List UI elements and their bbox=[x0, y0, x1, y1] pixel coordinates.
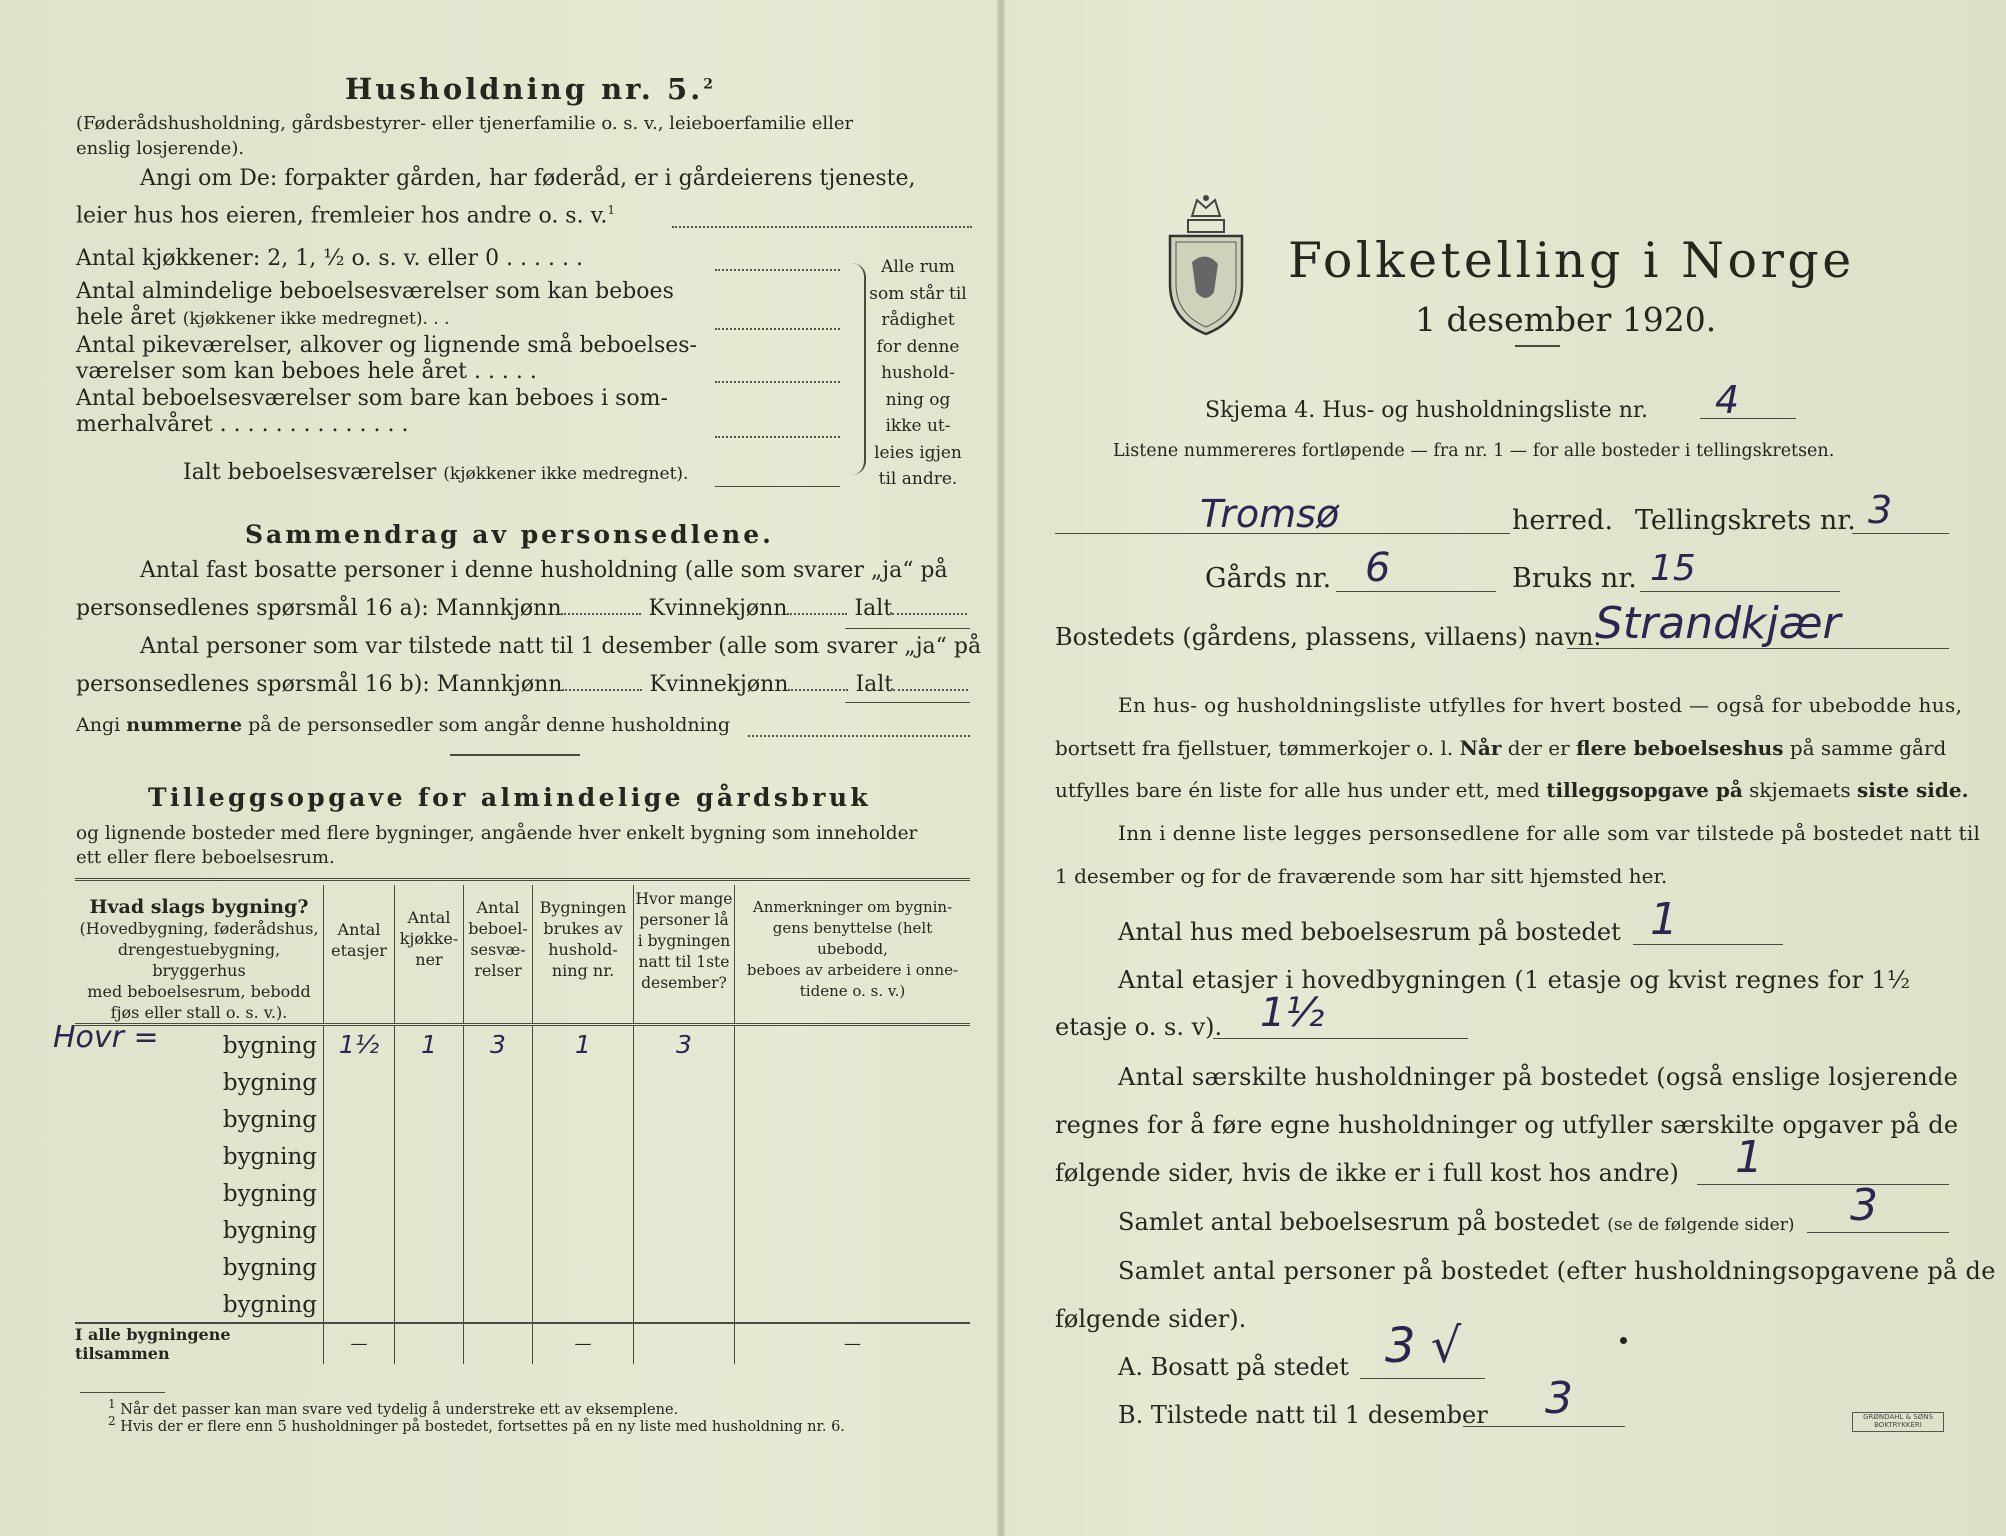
summary-separator bbox=[450, 754, 580, 756]
sommer-line-1: Antal beboelsesværelser som bare kan beboes i som- bbox=[76, 386, 668, 411]
gard-label: Gårds nr. bbox=[1205, 563, 1332, 594]
hush-line-3: følgende sider, hvis de ikke er i full kost hos andre) bbox=[1055, 1159, 1679, 1187]
row-cell[interactable] bbox=[324, 1063, 395, 1100]
household-subtitle-1: (Føderådshusholdning, gårdsbestyrer- eller tjenerfamilie o. s. v., leieboerfamilie eller bbox=[76, 113, 854, 134]
row1-husholdning[interactable]: 1 bbox=[533, 1025, 634, 1064]
alm-line-2: hele året (kjøkkener ikke medregnet). . . bbox=[76, 305, 450, 330]
row-cell[interactable] bbox=[735, 1174, 971, 1211]
bruk-label: Bruks nr. bbox=[1512, 563, 1637, 594]
brace bbox=[850, 263, 866, 475]
total-etasjer: — bbox=[324, 1323, 395, 1364]
row1-etasjer[interactable]: 1½ bbox=[324, 1025, 395, 1064]
census-date: 1 desember 1920. bbox=[1415, 300, 1717, 339]
row-cell[interactable] bbox=[533, 1211, 634, 1248]
pike-answer bbox=[715, 381, 840, 383]
row-cell[interactable] bbox=[464, 1100, 533, 1137]
row-cell[interactable] bbox=[533, 1285, 634, 1323]
skjema-number[interactable]: 4 bbox=[1715, 378, 1740, 422]
pers-line-2: følgende sider). bbox=[1055, 1305, 1247, 1333]
ink-dot bbox=[1620, 1337, 1627, 1344]
row-cell[interactable] bbox=[464, 1248, 533, 1285]
pike-line-1: Antal pikeværelser, alkover og lignende små beboelses- bbox=[76, 333, 697, 358]
col-personer: Hvor mange personer lå i bygningen natt til 1ste desember? bbox=[634, 885, 735, 1025]
row1-personer[interactable]: 3 bbox=[634, 1025, 735, 1064]
table-row bbox=[75, 1025, 970, 1064]
para-2: bortsett fra fjellstuer, tømmerkojer o. l. Når der er flere beboelseshus på samme gård bbox=[1055, 736, 1947, 760]
row-cell[interactable] bbox=[324, 1137, 395, 1174]
para-3: utfylles bare én liste for alle hus under ett, med tilleggsopgave på skjemaets siste side. bbox=[1055, 778, 1969, 802]
row-cell[interactable] bbox=[735, 1211, 971, 1248]
row-cell[interactable] bbox=[324, 1100, 395, 1137]
row-building-type[interactable]: bygning bbox=[222, 1292, 317, 1318]
bosted-name[interactable]: Strandkjær bbox=[1595, 598, 1841, 649]
kjokkener-label: Antal kjøkkener: 2, 1, ½ o. s. v. eller 0 . . . . . . bbox=[76, 246, 583, 271]
row-building-type[interactable]: bygning bbox=[222, 1181, 317, 1207]
tilstede-label: B. Tilstede natt til 1 desember bbox=[1118, 1401, 1488, 1429]
table-row bbox=[75, 1100, 970, 1137]
herred-name[interactable]: Tromsø bbox=[1200, 492, 1340, 536]
summary-2-underline bbox=[845, 702, 970, 703]
table-row bbox=[75, 1137, 970, 1174]
listene-note: Listene nummereres fortløpende — fra nr. 1 — for alle bosteder i tellingskretsen. bbox=[1113, 441, 1835, 461]
supplement-sub-2: ett eller flere beboelsesrum. bbox=[76, 847, 335, 868]
table-row bbox=[75, 1174, 970, 1211]
row-cell[interactable] bbox=[735, 1285, 971, 1323]
row-cell[interactable] bbox=[324, 1285, 395, 1323]
row-cell[interactable] bbox=[735, 1248, 971, 1285]
row1-vaerelser[interactable]: 3 bbox=[464, 1025, 533, 1064]
row-cell[interactable] bbox=[395, 1137, 464, 1174]
row1-kjokkener[interactable]: 1 bbox=[395, 1025, 464, 1064]
etasje-line-1: Antal etasjer i hovedbygningen (1 etasje og kvist regnes for 1½ bbox=[1118, 966, 1911, 994]
page-fold bbox=[997, 0, 1005, 1536]
row-cell[interactable] bbox=[464, 1211, 533, 1248]
kjokkener-answer bbox=[715, 269, 840, 271]
tilstede-answer-line bbox=[1463, 1426, 1625, 1427]
tilstede-number[interactable]: 3 bbox=[1545, 1373, 1573, 1424]
summary-1b: personsedlenes spørsmål 16 a): Mannkjønn Kvinnekjønn Ialt bbox=[76, 596, 967, 621]
bosatt-label: A. Bosatt på stedet bbox=[1118, 1353, 1349, 1381]
hush-line-1: Antal særskilte husholdninger på bostedet (også enslige losjerende bbox=[1118, 1063, 1959, 1091]
etasje-number[interactable]: 1½ bbox=[1260, 990, 1325, 1036]
row-cell[interactable] bbox=[324, 1211, 395, 1248]
table-row bbox=[75, 1211, 970, 1248]
date-underline bbox=[1515, 345, 1560, 347]
row1-handwritten-type: Hovr = bbox=[53, 1020, 159, 1055]
total-husholdning: — bbox=[533, 1323, 634, 1364]
bosatt-answer-line bbox=[1360, 1378, 1485, 1379]
row-cell[interactable] bbox=[324, 1174, 395, 1211]
table-top-rule bbox=[75, 878, 970, 881]
rum-answer-line bbox=[1807, 1232, 1949, 1233]
row-building-type[interactable]: Hovr = bygning bbox=[53, 1020, 317, 1059]
krets-number[interactable]: 3 bbox=[1868, 488, 1893, 532]
ialt-vaerelser-label: Ialt beboelsesværelser (kjøkkener ikke medregnet). bbox=[183, 460, 689, 485]
herred-label: herred. bbox=[1512, 505, 1614, 536]
bruk-number[interactable]: 15 bbox=[1650, 548, 1696, 589]
row-building-type[interactable]: bygning bbox=[222, 1070, 317, 1096]
etasje-answer-line bbox=[1213, 1038, 1468, 1039]
footnote-1: $^1$ Når det passer kan man svare ved tydelig å understreke ett av eksemplene. bbox=[108, 1397, 679, 1418]
row-cell[interactable] bbox=[533, 1248, 634, 1285]
rum-label: Samlet antal beboelsesrum på bostedet (se de følgende sider) bbox=[1118, 1208, 1795, 1236]
row-cell[interactable] bbox=[533, 1137, 634, 1174]
row-cell[interactable] bbox=[395, 1063, 464, 1100]
table-row bbox=[75, 1285, 970, 1323]
pers-line-1: Samlet antal personer på bostedet (efter husholdningsopgavene på de bbox=[1118, 1257, 1996, 1285]
krets-label: Tellingskrets nr. bbox=[1635, 505, 1856, 536]
etasje-line-2: etasje o. s. v). bbox=[1055, 1013, 1223, 1041]
numre-line: Angi nummerne på de personsedler som angår denne husholdning bbox=[76, 714, 731, 736]
footnote-rule bbox=[80, 1392, 165, 1393]
row-cell[interactable] bbox=[634, 1248, 735, 1285]
row-cell[interactable] bbox=[735, 1137, 971, 1174]
total-label: I alle bygningene tilsammen bbox=[75, 1323, 324, 1364]
row-cell[interactable] bbox=[395, 1285, 464, 1323]
summary-2a: Antal personer som var tilstede natt til 1 desember (alle som svarer „ja“ på bbox=[140, 634, 982, 659]
household-subtitle-2: enslig losjerende). bbox=[76, 138, 245, 159]
para-5: 1 desember og for de fraværende som har sitt hjemsted her. bbox=[1055, 864, 1668, 888]
row-cell[interactable] bbox=[464, 1174, 533, 1211]
row-cell[interactable] bbox=[735, 1063, 971, 1100]
row-cell[interactable] bbox=[735, 1100, 971, 1137]
household-title: Husholdning nr. 5.$^2$ bbox=[345, 72, 717, 106]
row-cell[interactable] bbox=[634, 1100, 735, 1137]
summary-1a: Antal fast bosatte personer i denne husholdning (alle som svarer „ja“ på bbox=[140, 558, 948, 583]
alm-answer bbox=[715, 328, 840, 330]
row-cell[interactable] bbox=[395, 1174, 464, 1211]
sommer-line-2: merhalvåret . . . . . . . . . . . . . . bbox=[76, 412, 409, 437]
numre-answer bbox=[748, 735, 970, 737]
supplement-title: Tilleggsopgave for almindelige gårdsbruk bbox=[148, 783, 872, 812]
angi-answer-line bbox=[672, 226, 972, 228]
row1-anmerkninger[interactable] bbox=[735, 1025, 971, 1064]
table-header-row bbox=[75, 885, 970, 1025]
angi-line-2: leier hus hos eieren, fremleier hos andre o. s. v.$^1$ bbox=[76, 203, 616, 229]
table-row bbox=[75, 1063, 970, 1100]
hush-number[interactable]: 1 bbox=[1735, 1132, 1763, 1183]
hus-label: Antal hus med beboelsesrum på bostedet bbox=[1118, 918, 1621, 946]
table-row bbox=[75, 1248, 970, 1285]
row-cell[interactable] bbox=[634, 1137, 735, 1174]
row-building-type[interactable]: bygning bbox=[222, 1255, 317, 1281]
row-cell[interactable] bbox=[464, 1063, 533, 1100]
pike-line-2: værelser som kan beboes hele året . . . . . bbox=[76, 359, 537, 384]
row-cell[interactable] bbox=[533, 1063, 634, 1100]
row-cell[interactable] bbox=[395, 1248, 464, 1285]
alm-line-1: Antal almindelige beboelsesværelser som kan beboes bbox=[76, 279, 674, 304]
bosted-label: Bostedets (gårdens, plassens, villaens) navn: bbox=[1055, 623, 1602, 651]
summary-1-underline bbox=[845, 628, 970, 629]
row-cell[interactable] bbox=[324, 1248, 395, 1285]
coat-of-arms-icon bbox=[1162, 192, 1250, 338]
brace-note: Alle rum som står til rådighet for denne hushold- ning og ikke ut- leies igjen til andre. bbox=[869, 257, 967, 489]
building-table bbox=[53, 885, 970, 1364]
angi-line-1: Angi om De: forpakter gården, har føderåd, er i gårdeierens tjeneste, bbox=[140, 166, 916, 191]
col-anmerkninger: Anmerkninger om bygnin- gens benyttelse (helt ubebodd, beboes av arbeidere i onne- tidene o. s. v.) bbox=[735, 885, 971, 1025]
skjema-label: Skjema 4. Hus- og husholdningsliste nr. bbox=[1205, 398, 1648, 423]
row-building-type[interactable]: bygning bbox=[222, 1144, 317, 1170]
row-cell[interactable] bbox=[634, 1174, 735, 1211]
table-total-row bbox=[75, 1323, 970, 1364]
hush-answer-line bbox=[1697, 1184, 1949, 1185]
row-building-type[interactable]: bygning bbox=[222, 1107, 317, 1133]
para-4: Inn i denne liste legges personsedlene for alle som var tilstede på bostedet natt til bbox=[1118, 821, 1981, 845]
krets-answer-line bbox=[1852, 533, 1949, 534]
supplement-sub-1: og lignende bosteder med flere bygninger, angående hver enkelt bygning som inneholder bbox=[76, 823, 918, 844]
row-cell[interactable] bbox=[395, 1211, 464, 1248]
row-cell[interactable] bbox=[634, 1285, 735, 1323]
row-cell[interactable] bbox=[634, 1063, 735, 1100]
ialt-answer-line bbox=[715, 486, 840, 487]
hush-line-2: regnes for å føre egne husholdninger og utfyller særskilte opgaver på de bbox=[1055, 1111, 1959, 1139]
row-cell[interactable] bbox=[464, 1137, 533, 1174]
row-cell[interactable] bbox=[464, 1285, 533, 1323]
summary-title: Sammendrag av personsedlene. bbox=[245, 520, 774, 549]
col-kjokkener: Antal kjøkke- ner bbox=[395, 885, 464, 1025]
row-building-type[interactable]: bygning bbox=[222, 1218, 317, 1244]
row-cell[interactable] bbox=[395, 1100, 464, 1137]
total-vaerelser bbox=[464, 1323, 533, 1364]
gard-number[interactable]: 6 bbox=[1365, 545, 1391, 591]
col-husholdning: Bygningen brukes av hushold- ning nr. bbox=[533, 885, 634, 1025]
printer-stamp: GRØNDAHL & SØNS BOKTRYKKERI bbox=[1852, 1412, 1944, 1432]
col-building-type: Hvad slags bygning? (Hovedbygning, føderådshus, drengestuebygning, bryggerhus med beboelsesrum, bebodd fjøs eller stall o. s. v.). bbox=[75, 885, 324, 1025]
total-personer bbox=[634, 1323, 735, 1364]
main-title: Folketelling i Norge bbox=[1288, 232, 1855, 289]
total-anmerkninger: — bbox=[735, 1323, 971, 1364]
col-etasjer: Antal etasjer bbox=[324, 885, 395, 1025]
row-cell[interactable] bbox=[533, 1174, 634, 1211]
col-vaerelser: Antal beboel- sesvæ- relser bbox=[464, 885, 533, 1025]
bosatt-number[interactable]: 3 √ bbox=[1385, 1318, 1462, 1374]
footnote-2: $^2$ Hvis der er flere enn 5 husholdninger på bostedet, fortsettes på en ny liste med husholdning nr. 6. bbox=[108, 1414, 845, 1435]
gard-answer-line bbox=[1336, 591, 1496, 592]
rum-number[interactable]: 3 bbox=[1850, 1180, 1878, 1231]
row-cell[interactable] bbox=[634, 1211, 735, 1248]
bruk-answer-line bbox=[1640, 591, 1840, 592]
summary-2b: personsedlenes spørsmål 16 b): Mannkjønn Kvinnekjønn Ialt bbox=[76, 672, 968, 697]
sommer-answer bbox=[715, 436, 840, 438]
para-1: En hus- og husholdningsliste utfylles for hvert bosted — også for ubebodde hus, bbox=[1118, 693, 1963, 717]
row-cell[interactable] bbox=[533, 1100, 634, 1137]
total-kjokkener bbox=[395, 1323, 464, 1364]
hus-number[interactable]: 1 bbox=[1650, 894, 1678, 945]
